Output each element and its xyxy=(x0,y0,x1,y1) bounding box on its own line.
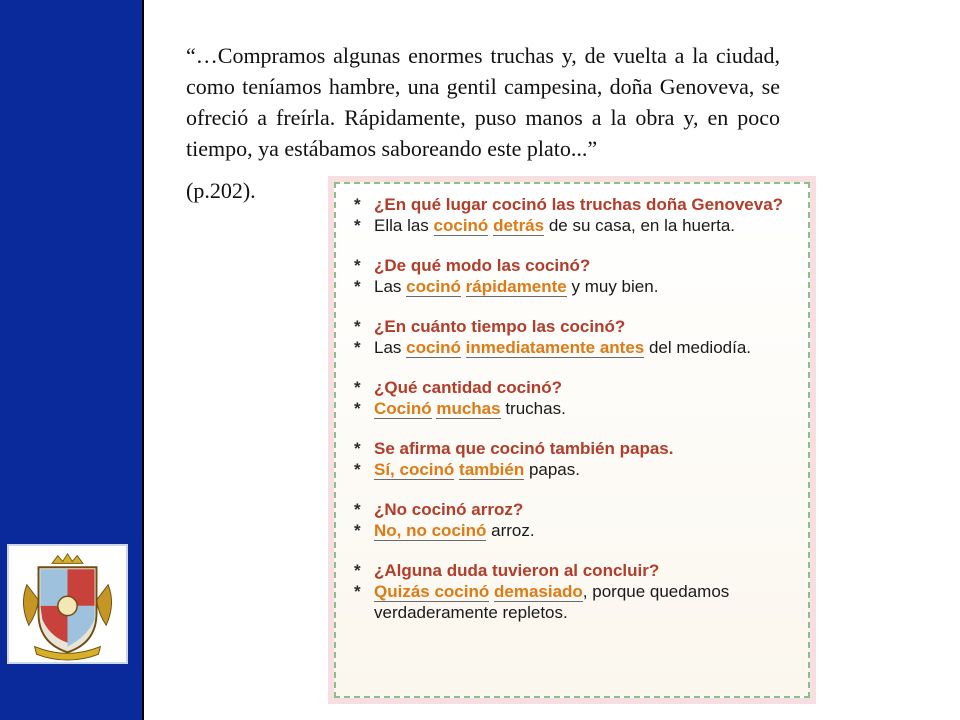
answer-highlight: cocinó xyxy=(406,338,461,357)
bullet-star: * xyxy=(354,439,361,458)
answer-highlight: muchas xyxy=(436,399,501,418)
answer-highlight: demasiado xyxy=(493,582,583,601)
bullet-star: * xyxy=(354,378,361,397)
answer-highlight: Cocinó xyxy=(374,399,432,418)
answer-highlight: inmediatamente antes xyxy=(465,338,645,357)
bullet-star: * xyxy=(354,582,361,601)
exercise-card xyxy=(328,176,816,704)
answer-highlight: también xyxy=(459,460,525,479)
answer-highlight: detrás xyxy=(493,216,545,235)
left-sidebar xyxy=(0,0,144,720)
answer-text: Ella las xyxy=(374,216,434,235)
question-line xyxy=(354,255,796,276)
question-line xyxy=(354,438,796,459)
quote-citation: (p.202). xyxy=(186,178,256,203)
university-crest xyxy=(7,544,128,664)
bullet-star: * xyxy=(354,460,361,479)
bullet-star: * xyxy=(354,338,361,357)
question-text: ¿Qué cantidad cocinó? xyxy=(374,378,562,397)
bullet-star: * xyxy=(354,399,361,418)
answer-highlight: Quizás cocinó xyxy=(374,582,490,601)
question-line xyxy=(354,499,796,520)
answer-text: de su casa, en la huerta. xyxy=(544,216,735,235)
answer-text: arroz. xyxy=(486,521,535,540)
answer-text: Las xyxy=(374,338,407,357)
bullet-star: * xyxy=(354,500,361,519)
quote-text: “…Compramos algunas enormes truchas y, de vuelta a la ciudad, como teníamos hambre, una gentil campesina, doña Genoveva, se ofreció a freírla. Rápidamente, puso manos a la obra y, en poco tiempo, ya estábamos saboreando este plato...” xyxy=(186,43,780,161)
answer-highlight: cocinó xyxy=(406,277,461,296)
bullet-star: * xyxy=(354,521,361,540)
coat-of-arms-icon xyxy=(9,546,126,662)
answer-text: papas. xyxy=(524,460,580,479)
qa-item xyxy=(354,316,796,358)
question-text: ¿No cocinó arroz? xyxy=(374,500,524,519)
answer-highlight: cocinó xyxy=(433,216,489,235)
question-line xyxy=(354,194,796,215)
question-line xyxy=(354,316,796,337)
question-text: ¿De qué modo las cocinó? xyxy=(374,256,591,275)
question-text: ¿En qué lugar cocinó las truchas doña Genoveva? xyxy=(374,195,784,214)
answer-text xyxy=(461,338,466,357)
answer-line xyxy=(354,581,796,623)
question-text: Se afirma que cocinó también papas. xyxy=(374,439,674,458)
answer-text: , porque quedamos verdaderamente repletos. xyxy=(374,582,730,622)
bullet-star: * xyxy=(354,561,361,580)
bullet-star: * xyxy=(354,256,361,275)
question-answer-list xyxy=(354,194,796,623)
answer-text: Las xyxy=(374,277,407,296)
answer-line xyxy=(354,520,796,541)
answer-highlight: Sí, cocinó xyxy=(374,460,455,479)
qa-item xyxy=(354,438,796,480)
question-text: ¿En cuánto tiempo las cocinó? xyxy=(374,317,626,336)
qa-item xyxy=(354,377,796,419)
question-line xyxy=(354,377,796,398)
answer-line xyxy=(354,337,796,358)
bullet-star: * xyxy=(354,277,361,296)
answer-line xyxy=(354,398,796,419)
exercise-card-content xyxy=(334,182,810,698)
question-line xyxy=(354,560,796,581)
answer-line xyxy=(354,215,796,236)
answer-text: truchas. xyxy=(500,399,566,418)
answer-text xyxy=(461,277,466,296)
answer-highlight: rápidamente xyxy=(465,277,567,296)
qa-item xyxy=(354,255,796,297)
bullet-star: * xyxy=(354,195,361,214)
answer-text: y muy bien. xyxy=(566,277,659,296)
qa-item xyxy=(354,499,796,541)
answer-text: del mediodía. xyxy=(644,338,752,357)
answer-line xyxy=(354,459,796,480)
qa-item xyxy=(354,194,796,236)
bullet-star: * xyxy=(354,317,361,336)
qa-item xyxy=(354,560,796,623)
answer-highlight: No, no cocinó xyxy=(374,521,487,540)
question-text: ¿Alguna duda tuvieron al concluir? xyxy=(374,561,660,580)
answer-line xyxy=(354,276,796,297)
bullet-star: * xyxy=(354,216,361,235)
